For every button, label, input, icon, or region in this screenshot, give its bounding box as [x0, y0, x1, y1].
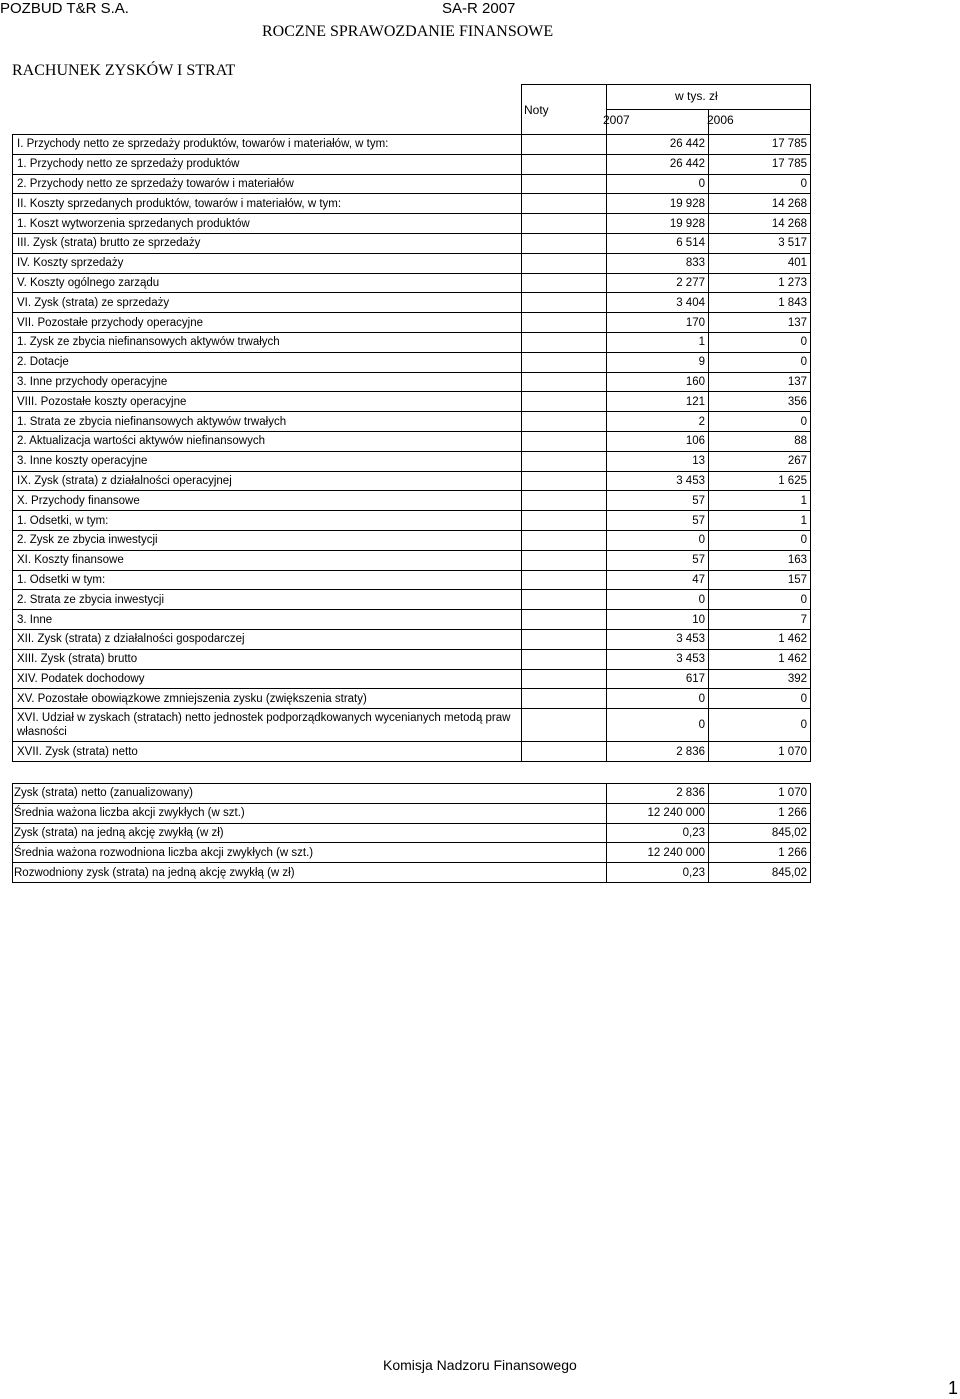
row-label: 1. Zysk ze zbycia niefinansowych aktywów trwałych [13, 332, 522, 352]
year-2006-header: 2006 [707, 113, 734, 127]
value-2007: 2 836 [607, 742, 709, 762]
value-2006: 1 273 [709, 273, 811, 293]
value-2007: 0 [607, 530, 709, 550]
row-label: 2. Strata ze zbycia inwestycji [13, 590, 522, 610]
row-label: 2. Zysk ze zbycia inwestycji [13, 530, 522, 550]
per-share-table [12, 783, 811, 883]
notes-cell [522, 629, 607, 649]
value-2006: 401 [709, 253, 811, 273]
table-row [13, 610, 811, 630]
value-2006: 17 785 [709, 154, 811, 174]
summary-row [13, 863, 811, 883]
value-2007: 10 [607, 610, 709, 630]
value-2006: 356 [709, 392, 811, 412]
value-2006: 1 070 [709, 742, 811, 762]
value-2006: 1 [709, 491, 811, 511]
table-row [13, 570, 811, 590]
value-2006: 0 [709, 709, 811, 742]
report-title: ROCZNE SPRAWOZDANIE FINANSOWE [262, 23, 554, 40]
value-2007: 3 453 [607, 471, 709, 491]
value-2006: 7 [709, 610, 811, 630]
value-2007: 19 928 [607, 214, 709, 234]
table-row [13, 313, 811, 333]
year-2007-header: 2007 [603, 113, 630, 127]
value-2006: 0 [709, 352, 811, 372]
summary-value-2006: 1 070 [709, 784, 811, 804]
notes-cell [522, 550, 607, 570]
table-row [13, 742, 811, 762]
table-row [13, 253, 811, 273]
notes-cell [522, 709, 607, 742]
value-2007: 13 [607, 451, 709, 471]
value-2006: 157 [709, 570, 811, 590]
row-label: IV. Koszty sprzedaży [13, 253, 522, 273]
table-row [13, 431, 811, 451]
notes-cell [522, 610, 607, 630]
value-2007: 0 [607, 689, 709, 709]
value-2006: 392 [709, 669, 811, 689]
notes-cell [522, 451, 607, 471]
value-2006: 163 [709, 550, 811, 570]
table-row [13, 352, 811, 372]
notes-cell [522, 742, 607, 762]
value-2007: 26 442 [607, 154, 709, 174]
table-row [13, 392, 811, 412]
company-name: POZBUD T&R S.A. [0, 0, 129, 17]
value-2006: 0 [709, 530, 811, 550]
summary-label: Zysk (strata) na jedną akcję zwykłą (w zł) [13, 823, 607, 843]
row-label: VI. Zysk (strata) ze sprzedaży [13, 293, 522, 313]
summary-label: Średnia ważona rozwodniona liczba akcji zwykłych (w szt.) [13, 843, 607, 863]
notes-cell [522, 293, 607, 313]
report-code: SA-R 2007 [442, 0, 516, 17]
row-label: 2. Aktualizacja wartości aktywów niefinansowych [13, 431, 522, 451]
value-2006: 1 462 [709, 649, 811, 669]
summary-value-2007: 2 836 [607, 784, 709, 804]
row-label: 2. Przychody netto ze sprzedaży towarów i materiałów [13, 174, 522, 194]
summary-value-2006: 845,02 [709, 863, 811, 883]
notes-cell [522, 649, 607, 669]
row-label: XIV. Podatek dochodowy [13, 669, 522, 689]
value-2007: 0 [607, 590, 709, 610]
table-row [13, 669, 811, 689]
row-label: III. Zysk (strata) brutto ze sprzedaży [13, 233, 522, 253]
summary-row [13, 803, 811, 823]
table-row [13, 273, 811, 293]
row-label: XV. Pozostałe obowiązkowe zmniejszenia zysku (zwiększenia straty) [13, 689, 522, 709]
value-2007: 57 [607, 491, 709, 511]
summary-row [13, 843, 811, 863]
value-2006: 1 843 [709, 293, 811, 313]
income-statement-table [12, 84, 811, 762]
table-row [13, 214, 811, 234]
row-label: XIII. Zysk (strata) brutto [13, 649, 522, 669]
table-row [13, 451, 811, 471]
row-label: 3. Inne przychody operacyjne [13, 372, 522, 392]
value-2006: 1 625 [709, 471, 811, 491]
table-row [13, 649, 811, 669]
notes-cell [522, 135, 607, 155]
value-2006: 14 268 [709, 214, 811, 234]
table-row [13, 689, 811, 709]
value-2007: 47 [607, 570, 709, 590]
value-2007: 833 [607, 253, 709, 273]
row-label: X. Przychody finansowe [13, 491, 522, 511]
value-2007: 617 [607, 669, 709, 689]
value-2007: 121 [607, 392, 709, 412]
value-2007: 1 [607, 332, 709, 352]
value-2007: 3 453 [607, 629, 709, 649]
value-2006: 0 [709, 174, 811, 194]
summary-row [13, 823, 811, 843]
notes-cell [522, 570, 607, 590]
notes-cell [522, 689, 607, 709]
value-2006: 17 785 [709, 135, 811, 155]
value-2007: 19 928 [607, 194, 709, 214]
table-row [13, 709, 811, 742]
table-row [13, 530, 811, 550]
table-header-row [13, 85, 811, 135]
value-2006: 14 268 [709, 194, 811, 214]
row-label: XI. Koszty finansowe [13, 550, 522, 570]
notes-cell [522, 273, 607, 293]
value-2007: 57 [607, 511, 709, 531]
summary-value-2007: 0,23 [607, 863, 709, 883]
notes-cell [522, 253, 607, 273]
value-2007: 57 [607, 550, 709, 570]
table-row [13, 233, 811, 253]
notes-cell [522, 669, 607, 689]
notes-cell [522, 332, 607, 352]
row-label: VIII. Pozostałe koszty operacyjne [13, 392, 522, 412]
value-2007: 2 277 [607, 273, 709, 293]
notes-column-header: Noty [522, 85, 607, 135]
year-columns-header [603, 85, 811, 135]
value-2007: 170 [607, 313, 709, 333]
value-2006: 88 [709, 431, 811, 451]
summary-value-2006: 1 266 [709, 803, 811, 823]
notes-cell [522, 392, 607, 412]
summary-label: Rozwodniony zysk (strata) na jedną akcję zwykłą (w zł) [13, 863, 607, 883]
notes-cell [522, 154, 607, 174]
value-2007: 2 [607, 412, 709, 432]
summary-value-2007: 12 240 000 [607, 843, 709, 863]
summary-value-2007: 12 240 000 [607, 803, 709, 823]
notes-cell [522, 233, 607, 253]
value-2007: 9 [607, 352, 709, 372]
value-2006: 1 462 [709, 629, 811, 649]
table-row [13, 491, 811, 511]
table-row [13, 412, 811, 432]
table-row [13, 550, 811, 570]
value-2006: 0 [709, 412, 811, 432]
notes-cell [522, 471, 607, 491]
notes-cell [522, 174, 607, 194]
row-label: II. Koszty sprzedanych produktów, towarów i materiałów, w tym: [13, 194, 522, 214]
row-label: 1. Przychody netto ze sprzedaży produktów [13, 154, 522, 174]
row-label: 2. Dotacje [13, 352, 522, 372]
table-row [13, 332, 811, 352]
table-row [13, 471, 811, 491]
value-2006: 267 [709, 451, 811, 471]
summary-value-2007: 0,23 [607, 823, 709, 843]
value-2006: 0 [709, 689, 811, 709]
table-row [13, 511, 811, 531]
notes-cell [522, 491, 607, 511]
row-label: XVII. Zysk (strata) netto [13, 742, 522, 762]
notes-cell [522, 313, 607, 333]
section-title: RACHUNEK ZYSKÓW I STRAT [12, 62, 236, 79]
value-2007: 160 [607, 372, 709, 392]
notes-cell [522, 194, 607, 214]
notes-cell [522, 372, 607, 392]
value-2007: 0 [607, 174, 709, 194]
notes-cell [522, 214, 607, 234]
value-2006: 3 517 [709, 233, 811, 253]
row-label: XVI. Udział w zyskach (stratach) netto jednostek podporządkowanych wycenianych metodą praw własności [13, 709, 522, 742]
table-row [13, 629, 811, 649]
summary-label: Średnia ważona liczba akcji zwykłych (w szt.) [13, 803, 607, 823]
notes-cell [522, 511, 607, 531]
table-row [13, 154, 811, 174]
notes-cell [522, 431, 607, 451]
row-label: 1. Odsetki w tym: [13, 570, 522, 590]
value-2007: 3 453 [607, 649, 709, 669]
value-2006: 137 [709, 372, 811, 392]
table-row [13, 174, 811, 194]
summary-label: Zysk (strata) netto (zanualizowany) [13, 784, 607, 804]
row-label: IX. Zysk (strata) z działalności operacyjnej [13, 471, 522, 491]
value-2007: 26 442 [607, 135, 709, 155]
row-label: I. Przychody netto ze sprzedaży produktów, towarów i materiałów, w tym: [13, 135, 522, 155]
table-row [13, 590, 811, 610]
value-2006: 0 [709, 332, 811, 352]
summary-value-2006: 845,02 [709, 823, 811, 843]
row-label: 1. Strata ze zbycia niefinansowych aktywów trwałych [13, 412, 522, 432]
row-label: 3. Inne [13, 610, 522, 630]
page-number: 1 [948, 1378, 959, 1398]
row-label: VII. Pozostałe przychody operacyjne [13, 313, 522, 333]
row-label: 1. Odsetki, w tym: [13, 511, 522, 531]
table-row [13, 194, 811, 214]
value-2007: 6 514 [607, 233, 709, 253]
row-label: 3. Inne koszty operacyjne [13, 451, 522, 471]
notes-cell [522, 352, 607, 372]
notes-cell [522, 590, 607, 610]
row-label: XII. Zysk (strata) z działalności gospodarczej [13, 629, 522, 649]
value-2006: 1 [709, 511, 811, 531]
table-row [13, 135, 811, 155]
row-label: V. Koszty ogólnego zarządu [13, 273, 522, 293]
value-2006: 137 [709, 313, 811, 333]
table-row [13, 372, 811, 392]
notes-cell [522, 530, 607, 550]
summary-row [13, 784, 811, 804]
notes-cell [522, 412, 607, 432]
value-2007: 106 [607, 431, 709, 451]
footer-institution: Komisja Nadzoru Finansowego [383, 1357, 577, 1373]
summary-value-2006: 1 266 [709, 843, 811, 863]
row-label: 1. Koszt wytworzenia sprzedanych produktów [13, 214, 522, 234]
unit-label: w tys. zł [675, 89, 718, 103]
value-2007: 3 404 [607, 293, 709, 313]
value-2006: 0 [709, 590, 811, 610]
value-2007: 0 [607, 709, 709, 742]
table-row [13, 293, 811, 313]
